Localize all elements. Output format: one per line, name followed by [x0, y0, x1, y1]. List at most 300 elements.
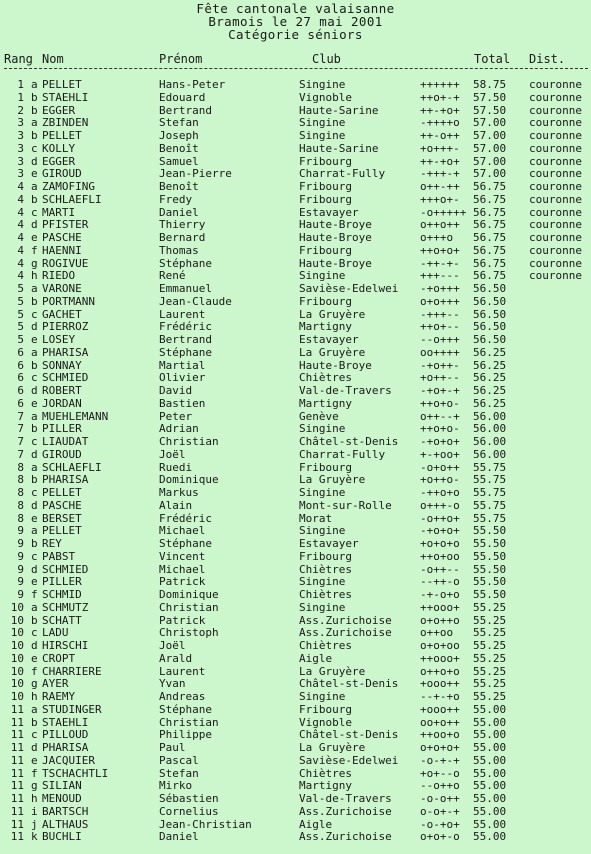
bout-results-cell: o+o+-o — [420, 831, 460, 844]
table-row — [0, 258, 591, 271]
rank-cell: 11 — [10, 793, 24, 805]
last-name-cell: STAEHLI — [42, 91, 89, 104]
last-name-cell: ALTHAUS — [42, 818, 89, 831]
club-cell: Morat — [299, 512, 333, 525]
first-name-cell: Arald — [159, 652, 193, 665]
table-row — [0, 513, 591, 526]
first-name-cell: Patrick — [159, 576, 206, 589]
total-score-cell: 55.50 — [473, 589, 507, 601]
rank-cell: 4 — [17, 257, 24, 270]
first-name-cell: Stefan — [159, 767, 199, 780]
total-score-cell: 55.00 — [473, 767, 507, 780]
bout-results-cell: +o++o- — [420, 474, 460, 487]
bout-results-cell: +++--- — [420, 270, 460, 283]
first-name-cell: Frédéric — [159, 512, 212, 525]
first-name-cell: Bernard — [159, 232, 206, 244]
club-cell: Ass.Zurichoise — [299, 614, 392, 627]
group-letter-cell: a — [31, 525, 38, 538]
first-name-cell: Michael — [159, 525, 206, 538]
rank-cell: 3 — [17, 168, 24, 181]
first-name-cell: Markus — [159, 487, 199, 499]
first-name-cell: Bertrand — [159, 104, 212, 117]
rank-cell: 6 — [17, 359, 24, 372]
last-name-cell: CROPT — [42, 652, 76, 665]
first-name-cell: Joël — [159, 448, 186, 461]
group-letter-cell: d — [31, 499, 38, 512]
results-table — [0, 79, 591, 844]
total-score-cell: 56.00 — [473, 423, 507, 436]
bout-results-cell: +o+o+o — [420, 538, 460, 550]
club-cell: Châtel-st-Denis — [299, 729, 399, 742]
total-score-cell: 56.25 — [473, 385, 507, 397]
club-cell: Martigny — [299, 397, 352, 410]
first-name-cell: Bastien — [159, 397, 206, 410]
last-name-cell: SCHMUTZ — [42, 601, 89, 614]
first-name-cell: Benoît — [159, 181, 199, 193]
bout-results-cell: +-+oo+ — [420, 448, 460, 461]
distinction-cell: couronne — [529, 104, 582, 117]
last-name-cell: RAEMY — [42, 691, 76, 703]
group-letter-cell: b — [31, 614, 38, 627]
club-cell: Aigle — [299, 818, 333, 831]
club-cell: Haute-Sarine — [299, 104, 379, 117]
first-name-cell: Stéphane — [159, 703, 212, 716]
total-score-cell: 56.00 — [473, 410, 507, 423]
category-title: Catégorie séniors — [228, 27, 363, 42]
rank-cell: 10 — [10, 614, 24, 627]
rank-cell: 11 — [10, 767, 24, 780]
rank-cell: 11 — [10, 805, 24, 818]
group-letter-cell: b — [31, 423, 38, 436]
table-row — [0, 92, 591, 105]
bout-results-cell: -o++-- — [420, 563, 460, 576]
distinction-cell: couronne — [529, 270, 582, 283]
club-cell: Estavayer — [299, 206, 359, 219]
club-cell: La Gruyère — [299, 308, 366, 321]
first-name-cell: Joseph — [159, 130, 199, 142]
total-score-cell: 55.25 — [473, 678, 507, 691]
table-row — [0, 423, 591, 436]
group-letter-cell: c — [31, 627, 38, 640]
first-name-cell: Andreas — [159, 691, 206, 703]
total-score-cell: 57.00 — [473, 130, 507, 142]
last-name-cell: PHARISA — [42, 346, 89, 359]
total-score-cell: 55.75 — [473, 474, 507, 487]
group-letter-cell: i — [31, 805, 38, 818]
total-score-cell: 56.75 — [473, 244, 507, 257]
distinction-cell: couronne — [529, 117, 582, 130]
first-name-cell: Philippe — [159, 729, 212, 742]
first-name-cell: René — [159, 270, 186, 283]
club-cell: Singine — [299, 601, 346, 614]
bout-results-cell: +ooo++ — [420, 703, 460, 716]
bout-results-cell: -+o+o+ — [420, 436, 460, 448]
bout-results-cell: -+o+o+ — [420, 525, 460, 538]
club-cell: Ass.Zurichoise — [299, 627, 392, 640]
last-name-cell: SCHMIED — [42, 563, 89, 576]
distinction-cell: couronne — [529, 181, 582, 193]
bout-results-cell: +o+--o — [420, 767, 460, 780]
last-name-cell: SCHATT — [42, 614, 82, 627]
first-name-cell: Stéphane — [159, 346, 212, 359]
total-score-cell: 55.00 — [473, 716, 507, 729]
club-cell: La Gruyère — [299, 346, 366, 359]
table-row — [0, 436, 591, 449]
first-name-cell: Sébastien — [159, 793, 219, 805]
group-letter-cell: c — [31, 308, 38, 321]
total-score-cell: 55.00 — [473, 742, 507, 754]
last-name-cell: PHARISA — [42, 474, 89, 487]
bout-results-cell: +o++-- — [420, 372, 460, 385]
table-row — [0, 666, 591, 679]
rank-cell: 7 — [17, 423, 24, 436]
column-header-nom: Nom — [42, 52, 64, 66]
last-name-cell: ROBERT — [42, 385, 82, 397]
group-letter-cell: g — [31, 678, 38, 691]
last-name-cell: PIERROZ — [42, 321, 89, 334]
bout-results-cell: -o+++++ — [420, 206, 467, 219]
table-row — [0, 270, 591, 283]
bout-results-cell: -+o+++ — [420, 283, 460, 295]
club-cell: La Gruyère — [299, 665, 366, 678]
bout-results-cell: o++-++ — [420, 181, 460, 193]
rank-cell: 9 — [17, 525, 24, 538]
column-header-dist: Dist. — [529, 52, 566, 66]
first-name-cell: Frédéric — [159, 321, 212, 334]
column-header-club: Club — [312, 52, 341, 66]
first-name-cell: Daniel — [159, 831, 199, 844]
last-name-cell: PELLET — [42, 487, 82, 499]
bout-results-cell: -o-+-+ — [420, 754, 460, 767]
club-cell: Châtel-st-Denis — [299, 678, 399, 691]
first-name-cell: Daniel — [159, 206, 199, 219]
group-letter-cell: c — [31, 487, 38, 499]
rank-cell: 7 — [17, 436, 24, 448]
table-row — [0, 411, 591, 424]
club-cell: Mont-sur-Rolle — [299, 499, 392, 512]
rank-cell: 5 — [17, 334, 24, 346]
bout-results-cell: ++o+o- — [420, 397, 460, 410]
total-score-cell: 55.75 — [473, 487, 507, 499]
group-letter-cell: b — [31, 295, 38, 308]
bout-results-cell: --o+++ — [420, 334, 460, 346]
rank-cell: 4 — [17, 270, 24, 283]
table-row — [0, 194, 591, 207]
bout-results-cell: --+-+o — [420, 691, 460, 703]
bout-results-cell: ++o+o+ — [420, 244, 460, 257]
last-name-cell: SCHLAEFLI — [42, 461, 102, 474]
first-name-cell: David — [159, 385, 193, 397]
group-letter-cell: h — [31, 691, 38, 703]
club-cell: Haute-Broye — [299, 257, 372, 270]
total-score-cell: 57.50 — [473, 104, 507, 117]
club-cell: Genève — [299, 410, 339, 423]
first-name-cell: Paul — [159, 742, 186, 754]
total-score-cell: 56.75 — [473, 206, 507, 219]
distinction-cell: couronne — [529, 219, 582, 232]
table-row — [0, 729, 591, 742]
first-name-cell: Thierry — [159, 219, 206, 232]
total-score-cell: 56.75 — [473, 257, 507, 270]
last-name-cell: VARONE — [42, 283, 82, 295]
club-cell: Martigny — [299, 780, 352, 793]
last-name-cell: MUEHLEMANN — [42, 410, 109, 423]
total-score-cell: 55.00 — [473, 831, 507, 844]
last-name-cell: JORDAN — [42, 397, 82, 410]
first-name-cell: Christian — [159, 716, 219, 729]
bout-results-cell: -o++o+ — [420, 512, 460, 525]
first-name-cell: Adrian — [159, 423, 199, 436]
total-score-cell: 56.25 — [473, 359, 507, 372]
bout-results-cell: o++oo — [420, 627, 454, 640]
group-letter-cell: a — [31, 346, 38, 359]
last-name-cell: ZAMOFING — [42, 181, 95, 193]
total-score-cell: 55.50 — [473, 550, 507, 563]
group-letter-cell: e — [31, 397, 38, 410]
bout-results-cell: -+++-+ — [420, 168, 460, 181]
total-score-cell: 55.00 — [473, 754, 507, 767]
club-cell: Charrat-Fully — [299, 448, 386, 461]
total-score-cell: 55.50 — [473, 576, 507, 589]
rank-cell: 10 — [10, 652, 24, 665]
last-name-cell: SILIAN — [42, 780, 82, 793]
club-cell: La Gruyère — [299, 474, 366, 487]
table-row — [0, 398, 591, 411]
total-score-cell: 55.75 — [473, 499, 507, 512]
last-name-cell: PELLET — [42, 79, 82, 91]
rank-cell: 6 — [17, 372, 24, 385]
total-score-cell: 55.25 — [473, 652, 507, 665]
total-score-cell: 55.00 — [473, 703, 507, 716]
table-row — [0, 564, 591, 577]
rank-cell: 4 — [17, 193, 24, 206]
last-name-cell: PELLET — [42, 130, 82, 142]
total-score-cell: 56.00 — [473, 436, 507, 448]
rank-cell: 10 — [10, 640, 24, 652]
bout-results-cell: o+o+oo — [420, 640, 460, 652]
group-letter-cell: a — [31, 601, 38, 614]
club-cell: Estavayer — [299, 538, 359, 550]
total-score-cell: 57.00 — [473, 142, 507, 155]
bout-results-cell: -+-o+o — [420, 589, 460, 601]
rank-cell: 11 — [10, 729, 24, 742]
rank-cell: 11 — [10, 742, 24, 754]
first-name-cell: Joël — [159, 640, 186, 652]
first-name-cell: Samuel — [159, 155, 199, 168]
first-name-cell: Christian — [159, 436, 219, 448]
total-score-cell: 56.00 — [473, 448, 507, 461]
bout-results-cell: o+o+o+ — [420, 742, 460, 754]
group-letter-cell: e — [31, 512, 38, 525]
club-cell: Val-de-Travers — [299, 793, 392, 805]
last-name-cell: PILLER — [42, 423, 82, 436]
group-letter-cell: a — [31, 79, 38, 91]
event-date-location: Bramois le 27 mai 2001 — [208, 14, 383, 29]
total-score-cell: 56.75 — [473, 219, 507, 232]
first-name-cell: Cornelius — [159, 805, 219, 818]
rank-cell: 5 — [17, 295, 24, 308]
table-row — [0, 79, 591, 92]
total-score-cell: 56.50 — [473, 295, 507, 308]
first-name-cell: Edouard — [159, 91, 206, 104]
group-letter-cell: a — [31, 461, 38, 474]
first-name-cell: Laurent — [159, 665, 206, 678]
distinction-cell: couronne — [529, 232, 582, 244]
table-row — [0, 385, 591, 398]
total-score-cell: 55.25 — [473, 627, 507, 640]
total-score-cell: 56.50 — [473, 321, 507, 334]
bout-results-cell: o+++-o — [420, 499, 460, 512]
total-score-cell: 56.50 — [473, 334, 507, 346]
group-letter-cell: a — [31, 181, 38, 193]
rank-cell: 11 — [10, 818, 24, 831]
group-letter-cell: d — [31, 448, 38, 461]
first-name-cell: Christoph — [159, 627, 219, 640]
table-row — [0, 474, 591, 487]
group-letter-cell: e — [31, 232, 38, 244]
rank-cell: 10 — [10, 627, 24, 640]
rank-cell: 4 — [17, 232, 24, 244]
table-row — [0, 793, 591, 806]
first-name-cell: Fredy — [159, 193, 193, 206]
first-name-cell: Ruedi — [159, 461, 193, 474]
rank-cell: 11 — [10, 754, 24, 767]
table-row — [0, 780, 591, 793]
total-score-cell: 55.25 — [473, 640, 507, 652]
first-name-cell: Mirko — [159, 780, 193, 793]
club-cell: Aigle — [299, 652, 333, 665]
table-row — [0, 283, 591, 296]
last-name-cell: KOLLY — [42, 142, 76, 155]
club-cell: Haute-Broye — [299, 219, 372, 232]
rank-cell: 9 — [17, 576, 24, 589]
last-name-cell: JACQUIER — [42, 754, 95, 767]
total-score-cell: 55.25 — [473, 691, 507, 703]
group-letter-cell: c — [31, 729, 38, 742]
group-letter-cell: b — [31, 538, 38, 550]
last-name-cell: PILLOUD — [42, 729, 89, 742]
table-row — [0, 640, 591, 653]
group-letter-cell: f — [31, 767, 38, 780]
bout-results-cell: -+o++- — [420, 359, 460, 372]
first-name-cell: Martial — [159, 359, 206, 372]
rank-cell: 5 — [17, 321, 24, 334]
table-row — [0, 602, 591, 615]
club-cell: Haute-Broye — [299, 232, 372, 244]
last-name-cell: LADU — [42, 627, 69, 640]
rank-cell: 6 — [17, 346, 24, 359]
column-header-prenom: Prénom — [159, 52, 203, 66]
bout-results-cell: o-o+-+ — [420, 805, 460, 818]
club-cell: La Gruyère — [299, 742, 366, 754]
group-letter-cell: e — [31, 334, 38, 346]
first-name-cell: Hans-Peter — [159, 79, 226, 91]
table-row — [0, 360, 591, 373]
club-cell: Singine — [299, 487, 346, 499]
club-cell: Fribourg — [299, 193, 352, 206]
club-cell: Chiètres — [299, 563, 352, 576]
bout-results-cell: +++o+- — [420, 193, 460, 206]
first-name-cell: Stéphane — [159, 257, 212, 270]
total-score-cell: 56.75 — [473, 181, 507, 193]
last-name-cell: BARTSCH — [42, 805, 89, 818]
bout-results-cell: ++o+-- — [420, 321, 460, 334]
rank-cell: 6 — [17, 385, 24, 397]
table-row — [0, 296, 591, 309]
table-row — [0, 462, 591, 475]
last-name-cell: GACHET — [42, 308, 82, 321]
total-score-cell: 55.50 — [473, 538, 507, 550]
table-row — [0, 347, 591, 360]
rank-cell: 3 — [17, 130, 24, 142]
table-row — [0, 615, 591, 628]
group-letter-cell: b — [31, 91, 38, 104]
table-row — [0, 449, 591, 462]
group-letter-cell: c — [31, 372, 38, 385]
bout-results-cell: ++oo+o — [420, 729, 460, 742]
club-cell: Savièse-Edelwei — [299, 283, 399, 295]
club-cell: Chiètres — [299, 640, 352, 652]
total-score-cell: 55.00 — [473, 805, 507, 818]
rank-cell: 9 — [17, 538, 24, 550]
table-row — [0, 219, 591, 232]
club-cell: Fribourg — [299, 461, 352, 474]
first-name-cell: Peter — [159, 410, 193, 423]
table-row — [0, 105, 591, 118]
last-name-cell: GIROUD — [42, 168, 82, 181]
rank-cell: 8 — [17, 512, 24, 525]
club-cell: Vignoble — [299, 716, 352, 729]
event-title: Fête cantonale valaisanne — [196, 1, 395, 16]
table-row — [0, 806, 591, 819]
club-cell: Singine — [299, 525, 346, 538]
table-row — [0, 156, 591, 169]
first-name-cell: Jean-Pierre — [159, 168, 232, 181]
last-name-cell: STUDINGER — [42, 703, 102, 716]
bout-results-cell: ++-o++ — [420, 130, 460, 142]
distinction-cell: couronne — [529, 206, 582, 219]
column-header-total: Total — [474, 52, 511, 66]
bout-results-cell: -++-+- — [420, 257, 460, 270]
total-score-cell: 55.50 — [473, 525, 507, 538]
bout-results-cell: o+o++o — [420, 614, 460, 627]
group-letter-cell: c — [31, 436, 38, 448]
last-name-cell: AYER — [42, 678, 69, 691]
rank-cell: 6 — [17, 397, 24, 410]
club-cell: Fribourg — [299, 155, 352, 168]
distinction-cell: couronne — [529, 168, 582, 181]
header-divider — [4, 68, 588, 69]
bout-results-cell: +o+++- — [420, 142, 460, 155]
last-name-cell: PFISTER — [42, 219, 89, 232]
total-score-cell: 55.75 — [473, 461, 507, 474]
club-cell: Ass.Zurichoise — [299, 805, 392, 818]
club-cell: Chiètres — [299, 372, 352, 385]
table-row — [0, 321, 591, 334]
table-row — [0, 831, 591, 844]
club-cell: Fribourg — [299, 295, 352, 308]
last-name-cell: REY — [42, 538, 62, 550]
table-row — [0, 117, 591, 130]
club-cell: Chiètres — [299, 767, 352, 780]
group-letter-cell: d — [31, 742, 38, 754]
total-score-cell: 56.75 — [473, 193, 507, 206]
first-name-cell: Stéphane — [159, 538, 212, 550]
bout-results-cell: ++ooo+ — [420, 652, 460, 665]
club-cell: Vignoble — [299, 91, 352, 104]
bout-results-cell: -+o+-+ — [420, 385, 460, 397]
table-row — [0, 207, 591, 220]
